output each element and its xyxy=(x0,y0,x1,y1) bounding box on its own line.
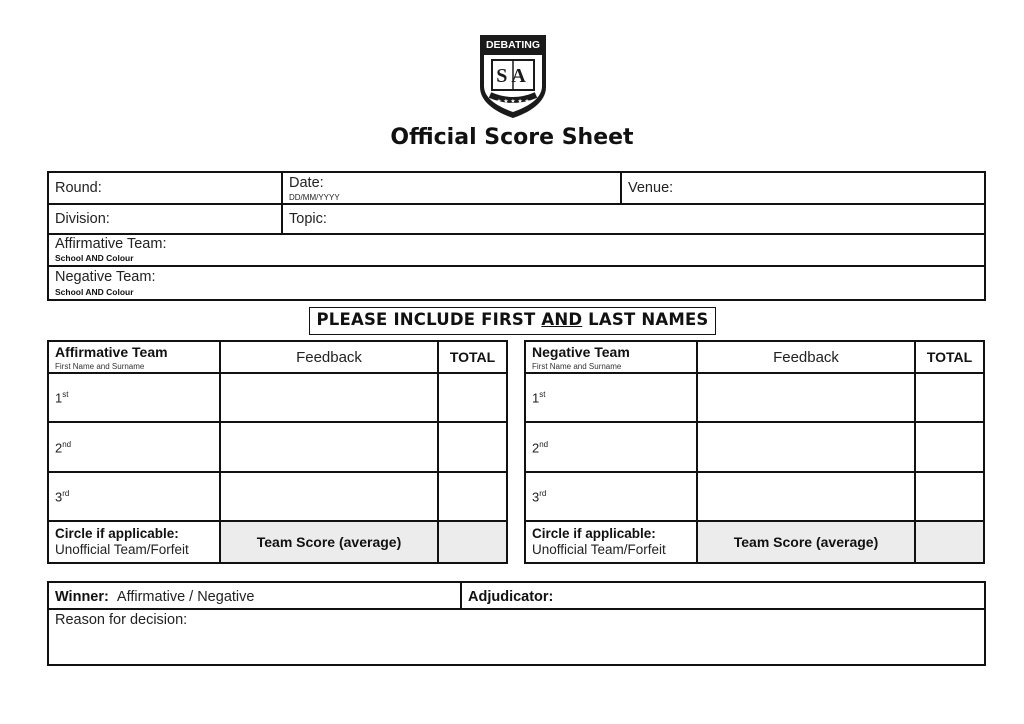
affirmative-speaker-1[interactable]: 1st xyxy=(55,390,69,406)
reason-for-decision-field[interactable]: Reason for decision: xyxy=(55,612,188,628)
division-field[interactable]: Division: xyxy=(55,211,110,227)
affirmative-team-subheader: First Name and Surname xyxy=(55,362,145,371)
affirmative-circle-if-applicable[interactable]: Circle if applicable: Unofficial Team/Forfeit xyxy=(55,526,189,557)
logo-top-text: DEBATING xyxy=(485,39,541,51)
negative-team-field[interactable]: Negative Team: xyxy=(55,269,156,285)
winner-field[interactable]: Winner: Affirmative / Negative xyxy=(55,589,255,605)
adjudicator-field[interactable]: Adjudicator: xyxy=(468,589,554,605)
affirmative-total-header: TOTAL xyxy=(449,349,496,365)
affirmative-team-field[interactable]: Affirmative Team: xyxy=(55,236,167,252)
logo-emblem-text: SA xyxy=(496,65,530,87)
negative-team-subheader: First Name and Surname xyxy=(532,362,622,371)
negative-team-score-label: Team Score (average) xyxy=(733,534,879,550)
negative-team-header: Negative Team xyxy=(532,344,630,360)
affirmative-team-hint: School AND Colour xyxy=(55,253,134,263)
names-instruction-banner: PLEASE INCLUDE FIRST AND LAST NAMES xyxy=(309,307,716,335)
date-format-hint: DD/MM/YYYY xyxy=(289,193,340,202)
negative-feedback-header: Feedback xyxy=(773,349,839,366)
negative-team-hint: School AND Colour xyxy=(55,287,134,297)
affirmative-speaker-2[interactable]: 2nd xyxy=(55,440,72,456)
date-field[interactable]: Date: xyxy=(289,175,324,191)
debating-sa-logo xyxy=(478,33,548,119)
affirmative-speaker-3[interactable]: 3rd xyxy=(55,489,70,505)
affirmative-feedback-header: Feedback xyxy=(296,349,362,366)
affirmative-team-score-label: Team Score (average) xyxy=(256,534,402,550)
page-title: Official Score Sheet xyxy=(390,125,634,150)
round-field[interactable]: Round: xyxy=(55,180,102,196)
venue-field[interactable]: Venue: xyxy=(628,180,674,196)
affirmative-team-header: Affirmative Team xyxy=(55,344,168,360)
negative-total-header: TOTAL xyxy=(926,349,973,365)
topic-field[interactable]: Topic: xyxy=(289,211,327,227)
negative-speaker-3[interactable]: 3rd xyxy=(532,489,547,505)
info-block xyxy=(47,171,986,301)
negative-speaker-2[interactable]: 2nd xyxy=(532,440,549,456)
svg-text:★ ★ ★ ★ ★: ★ ★ ★ ★ ★ xyxy=(496,99,530,105)
negative-speaker-1[interactable]: 1st xyxy=(532,390,546,406)
negative-circle-if-applicable[interactable]: Circle if applicable: Unofficial Team/Forfeit xyxy=(532,526,666,557)
